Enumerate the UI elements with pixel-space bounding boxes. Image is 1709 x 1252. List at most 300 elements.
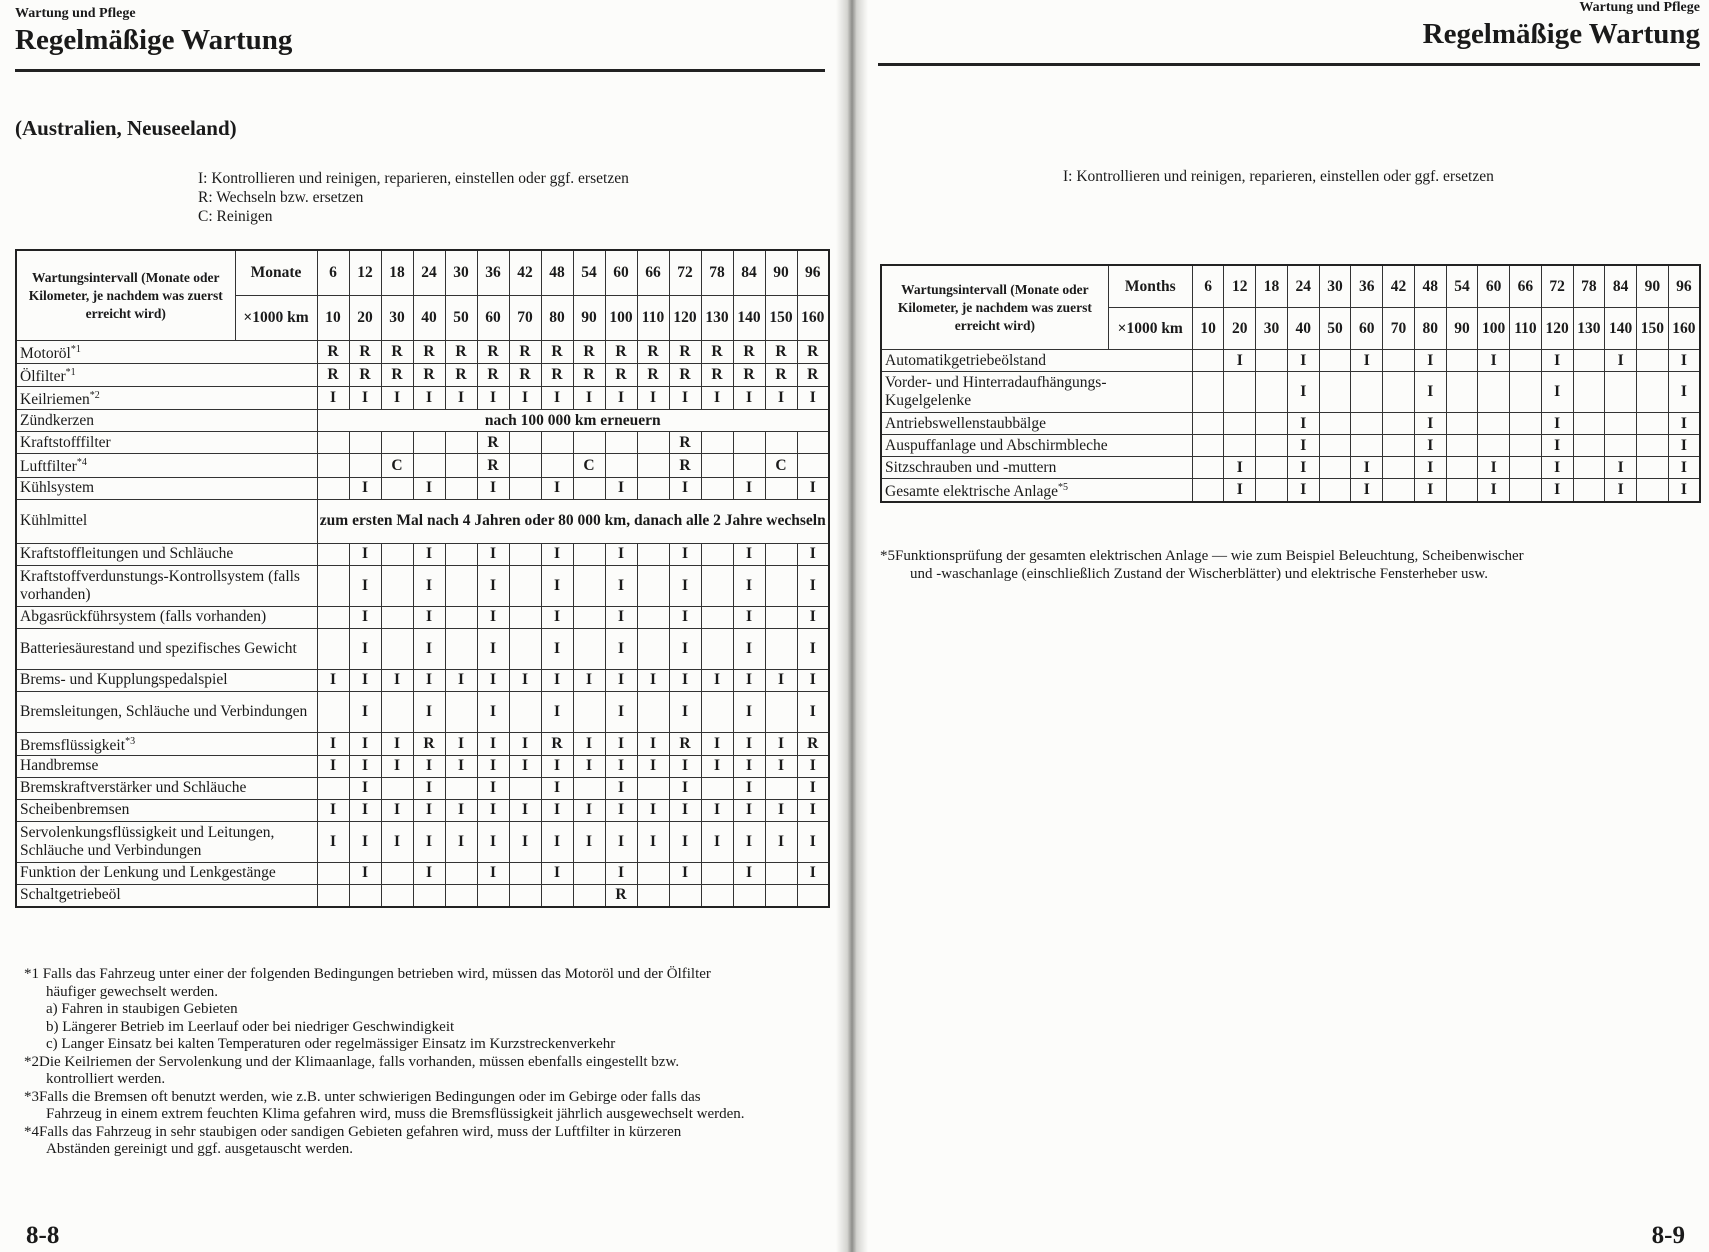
- interval-cell: [573, 691, 605, 732]
- row-label-text: Scheibenbremsen: [20, 801, 130, 819]
- month-header: 90: [765, 250, 797, 296]
- month-header: 72: [669, 250, 701, 296]
- interval-cell: [317, 884, 349, 907]
- interval-cell: R: [381, 364, 413, 387]
- legend-text: Kontrollieren und reinigen, reparieren, einstellen oder ggf. ersetzen: [1076, 168, 1494, 185]
- interval-cell: I: [1541, 372, 1573, 413]
- interval-cell: R: [797, 732, 829, 755]
- row-label: [16, 777, 317, 799]
- interval-cell: [1510, 457, 1542, 479]
- interval-cell: I: [605, 606, 637, 628]
- table-row: [16, 777, 829, 799]
- row-label: [16, 669, 317, 691]
- month-header: 78: [701, 250, 733, 296]
- interval-cell: I: [1287, 350, 1319, 372]
- row-label: [16, 732, 317, 755]
- interval-cell: I: [541, 565, 573, 606]
- km-header: 10: [317, 296, 349, 341]
- row-label: [16, 410, 317, 432]
- interval-cell: [1636, 413, 1668, 435]
- legend-key: R: [198, 189, 209, 206]
- row-label: [881, 350, 1192, 372]
- interval-cell: [381, 432, 413, 454]
- interval-cell: I: [797, 565, 829, 606]
- km-header: 90: [1446, 308, 1478, 350]
- interval-cell: I: [349, 691, 381, 732]
- interval-cell: I: [413, 628, 445, 669]
- table-row: [16, 410, 829, 432]
- row-label-text: Batteriesäurestand und spezifisches Gewicht: [20, 639, 297, 657]
- interval-cell: I: [797, 543, 829, 565]
- interval-cell: [1605, 413, 1637, 435]
- interval-cell: [381, 606, 413, 628]
- interval-cell: [1446, 350, 1478, 372]
- km-header: 110: [637, 296, 669, 341]
- interval-cell: [573, 862, 605, 884]
- interval-cell: [573, 884, 605, 907]
- interval-cell: I: [1287, 435, 1319, 457]
- unit-months: Months: [1108, 265, 1192, 308]
- row-label: [16, 364, 317, 387]
- interval-cell: [1319, 479, 1351, 503]
- interval-cell: [765, 565, 797, 606]
- interval-cell: I: [605, 669, 637, 691]
- interval-cell: I: [541, 543, 573, 565]
- km-header: 150: [765, 296, 797, 341]
- interval-cell: I: [541, 799, 573, 821]
- interval-cell: R: [413, 341, 445, 364]
- interval-cell: I: [1541, 479, 1573, 503]
- km-header: 130: [1573, 308, 1605, 350]
- interval-cell: R: [733, 341, 765, 364]
- interval-cell: [701, 432, 733, 454]
- interval-cell: R: [317, 341, 349, 364]
- interval-cell: I: [413, 565, 445, 606]
- row-label: [16, 628, 317, 669]
- row-label-text: Servolenkungsflüssigkeit und Leitungen, Schläuche und Verbindungen: [20, 823, 275, 859]
- row-label: [881, 413, 1192, 435]
- interval-cell: [573, 628, 605, 669]
- row-label: [16, 691, 317, 732]
- footnote-ref: *4: [76, 457, 87, 469]
- interval-cell: [445, 477, 477, 499]
- interval-cell: R: [797, 341, 829, 364]
- title-rule: [878, 63, 1700, 66]
- interval-cell: [349, 454, 381, 477]
- interval-cell: C: [573, 454, 605, 477]
- interval-cell: I: [477, 669, 509, 691]
- interval-cell: [445, 432, 477, 454]
- interval-cell: R: [541, 732, 573, 755]
- row-label-text: Kraftstoffverdunstungs-Kontrollsystem (falls vorhanden): [20, 567, 300, 603]
- interval-cell: I: [733, 821, 765, 862]
- interval-cell: I: [733, 606, 765, 628]
- interval-cell: [1256, 435, 1288, 457]
- interval-cell: R: [605, 884, 637, 907]
- km-header: 20: [1224, 308, 1256, 350]
- interval-cell: [509, 477, 541, 499]
- footnote-line: kontrolliert werden.: [46, 1071, 166, 1087]
- section-label: Wartung und Pflege: [15, 6, 136, 21]
- interval-cell: I: [797, 606, 829, 628]
- interval-cell: [413, 884, 445, 907]
- interval-cell: I: [765, 755, 797, 777]
- km-header: 50: [1319, 308, 1351, 350]
- row-label: [16, 341, 317, 364]
- interval-cell: I: [797, 669, 829, 691]
- month-header: 90: [1636, 265, 1668, 308]
- interval-cell: [1256, 350, 1288, 372]
- interval-cell: R: [605, 364, 637, 387]
- interval-cell: [317, 454, 349, 477]
- table-row: [881, 457, 1700, 479]
- interval-cell: I: [413, 821, 445, 862]
- interval-cell: [765, 862, 797, 884]
- footnote-line: und -waschanlage (einschließlich Zustand der Wischerblätter) und elektrische Fensterheber usw.: [910, 565, 1488, 582]
- interval-cell: I: [445, 732, 477, 755]
- interval-cell: [1446, 479, 1478, 503]
- km-header: 140: [733, 296, 765, 341]
- interval-cell: I: [445, 755, 477, 777]
- interval-cell: [765, 432, 797, 454]
- interval-cell: [637, 477, 669, 499]
- interval-cell: [765, 477, 797, 499]
- interval-cell: [1478, 435, 1510, 457]
- interval-cell: [1192, 350, 1224, 372]
- interval-cell: I: [477, 755, 509, 777]
- footnote-line: *1 Falls das Fahrzeug unter einer der folgenden Bedingungen betrieben wird, müssen das Motoröl und der Ölfilter: [24, 966, 711, 982]
- interval-cell: R: [445, 341, 477, 364]
- interval-cell: C: [765, 454, 797, 477]
- footnote-line: c) Langer Einsatz bei kalten Temperaturen oder regelmässiger Einsatz im Kurzstreckenverkehr: [46, 1036, 616, 1052]
- interval-cell: I: [669, 543, 701, 565]
- row-label: [16, 477, 317, 499]
- interval-cell: I: [381, 821, 413, 862]
- month-header: 54: [573, 250, 605, 296]
- month-header: 72: [1541, 265, 1573, 308]
- km-header: 40: [1287, 308, 1319, 350]
- interval-cell: [765, 628, 797, 669]
- row-label-text: Zündkerzen: [20, 411, 95, 429]
- interval-cell: [317, 628, 349, 669]
- row-label-text: Abgasrückführsystem (falls vorhanden): [20, 608, 267, 626]
- interval-cell: [317, 606, 349, 628]
- row-label: [881, 479, 1192, 503]
- interval-cell: I: [445, 821, 477, 862]
- footnote-ref: *1: [70, 344, 81, 355]
- interval-cell: I: [797, 821, 829, 862]
- interval-cell: [701, 691, 733, 732]
- row-label: [16, 387, 317, 410]
- interval-cell: I: [541, 862, 573, 884]
- interval-cell: I: [477, 777, 509, 799]
- interval-cell: [1319, 413, 1351, 435]
- interval-cell: I: [765, 387, 797, 410]
- section-label: Wartung und Pflege: [1579, 0, 1700, 15]
- interval-cell: I: [605, 477, 637, 499]
- interval-cell: [1636, 372, 1668, 413]
- interval-cell: I: [349, 732, 381, 755]
- month-header: 24: [413, 250, 445, 296]
- interval-cell: I: [541, 755, 573, 777]
- interval-cell: [1383, 350, 1415, 372]
- interval-cell: [317, 565, 349, 606]
- interval-cell: R: [669, 364, 701, 387]
- interval-cell: [381, 628, 413, 669]
- interval-cell: I: [509, 755, 541, 777]
- interval-cell: I: [381, 799, 413, 821]
- km-header: 140: [1605, 308, 1637, 350]
- row-label: [16, 565, 317, 606]
- legend-key: I: [1063, 168, 1069, 185]
- interval-cell: I: [1668, 479, 1700, 503]
- table-row: [16, 543, 829, 565]
- interval-cell: [637, 884, 669, 907]
- interval-cell: [1573, 350, 1605, 372]
- interval-cell: [1510, 350, 1542, 372]
- legend-row: [198, 207, 629, 226]
- footnote-line: *5Funktionsprüfung der gesamten elektrischen Anlage — wie zum Beispiel Beleuchtung, Scheibenwischer: [880, 548, 1524, 564]
- interval-cell: I: [797, 755, 829, 777]
- header-row-months: [16, 250, 829, 296]
- month-header: 12: [349, 250, 381, 296]
- interval-cell: I: [445, 799, 477, 821]
- row-label: [16, 755, 317, 777]
- month-header: 60: [1478, 265, 1510, 308]
- interval-cell: [637, 432, 669, 454]
- interval-cell: [1605, 372, 1637, 413]
- month-header: 30: [445, 250, 477, 296]
- interval-cell: I: [765, 821, 797, 862]
- row-label: [16, 499, 317, 543]
- interval-cell: I: [637, 799, 669, 821]
- interval-cell: I: [477, 862, 509, 884]
- interval-cell: I: [1478, 350, 1510, 372]
- interval-cell: I: [733, 777, 765, 799]
- interval-cell: [701, 606, 733, 628]
- table-row: [16, 341, 829, 364]
- interval-cell: [637, 543, 669, 565]
- km-header: 30: [1256, 308, 1288, 350]
- interval-cell: I: [701, 387, 733, 410]
- interval-cell: [445, 628, 477, 669]
- interval-cell: [445, 884, 477, 907]
- interval-cell: I: [701, 755, 733, 777]
- interval-cell: [573, 777, 605, 799]
- row-label: [881, 435, 1192, 457]
- interval-cell: [1192, 479, 1224, 503]
- row-label: [16, 862, 317, 884]
- interval-cell: I: [669, 565, 701, 606]
- interval-cell: I: [573, 755, 605, 777]
- interval-cell: I: [1224, 350, 1256, 372]
- footnotes: [880, 548, 1690, 583]
- row-label: [16, 821, 317, 862]
- km-header: 80: [541, 296, 573, 341]
- row-label: [16, 799, 317, 821]
- legend: [1063, 167, 1494, 186]
- table-row: [16, 628, 829, 669]
- interval-cell: I: [669, 755, 701, 777]
- unit-km: ×1000 km: [1108, 308, 1192, 350]
- row-label-text: Gesamte elektrische Anlage: [885, 483, 1059, 501]
- interval-cell: I: [445, 387, 477, 410]
- interval-cell: [381, 477, 413, 499]
- interval-cell: [381, 884, 413, 907]
- interval-cell: [509, 606, 541, 628]
- interval-cell: R: [317, 364, 349, 387]
- interval-cell: R: [477, 364, 509, 387]
- interval-cell: R: [701, 364, 733, 387]
- interval-cell: [701, 628, 733, 669]
- interval-cell: [765, 691, 797, 732]
- interval-cell: [1573, 457, 1605, 479]
- row-label-text: Sitzschrauben und -muttern: [885, 458, 1057, 476]
- interval-cell: [317, 691, 349, 732]
- interval-cell: I: [765, 669, 797, 691]
- km-header: 60: [477, 296, 509, 341]
- interval-cell: I: [349, 777, 381, 799]
- interval-cell: [797, 454, 829, 477]
- interval-cell: I: [1414, 372, 1446, 413]
- interval-cell: I: [605, 628, 637, 669]
- interval-cell: [1510, 413, 1542, 435]
- table-row: [16, 499, 829, 543]
- interval-cell: [1446, 413, 1478, 435]
- interval-header: Wartungsintervall (Monate oder Kilometer, je nachdem was zuerst erreicht wird): [16, 250, 235, 341]
- page-number: 8-8: [26, 1222, 60, 1249]
- interval-cell: I: [637, 755, 669, 777]
- interval-cell: I: [669, 477, 701, 499]
- interval-cell: [797, 884, 829, 907]
- km-header: 30: [381, 296, 413, 341]
- legend: [198, 169, 629, 226]
- interval-cell: I: [733, 669, 765, 691]
- interval-cell: I: [605, 543, 637, 565]
- interval-cell: I: [509, 669, 541, 691]
- interval-cell: I: [1351, 479, 1383, 503]
- interval-cell: [413, 454, 445, 477]
- interval-cell: [797, 432, 829, 454]
- km-header: 100: [1478, 308, 1510, 350]
- row-label-text: Bremskraftverstärker und Schläuche: [20, 779, 247, 797]
- interval-cell: [701, 884, 733, 907]
- interval-cell: I: [637, 732, 669, 755]
- interval-cell: I: [1605, 350, 1637, 372]
- interval-cell: I: [349, 669, 381, 691]
- interval-cell: R: [477, 454, 509, 477]
- interval-cell: [541, 454, 573, 477]
- km-header: 100: [605, 296, 637, 341]
- interval-cell: I: [1414, 435, 1446, 457]
- legend-text: Wechseln bzw. ersetzen: [216, 189, 364, 206]
- km-header: 160: [797, 296, 829, 341]
- month-header: 18: [381, 250, 413, 296]
- interval-cell: I: [669, 628, 701, 669]
- maintenance-table: [15, 249, 830, 908]
- month-header: 24: [1287, 265, 1319, 308]
- interval-cell: I: [541, 606, 573, 628]
- interval-cell: R: [669, 341, 701, 364]
- interval-cell: [349, 432, 381, 454]
- interval-cell: I: [1668, 457, 1700, 479]
- row-label-text: Automatikgetriebeölstand: [885, 351, 1046, 369]
- interval-cell: I: [541, 669, 573, 691]
- km-header: 80: [1414, 308, 1446, 350]
- interval-cell: I: [477, 732, 509, 755]
- page-number: 8-9: [1651, 1222, 1685, 1249]
- month-header: 96: [1668, 265, 1700, 308]
- footnote-ref: *2: [89, 390, 100, 402]
- row-label-text: Funktion der Lenkung und Lenkgestänge: [20, 864, 276, 882]
- legend-text: Reinigen: [216, 208, 273, 225]
- row-label-text: Kühlmittel: [20, 512, 88, 530]
- row-label-text: Bremsflüssigkeit: [20, 736, 126, 754]
- interval-cell: I: [381, 732, 413, 755]
- interval-cell: [1573, 435, 1605, 457]
- row-note: nach 100 000 km erneuern: [317, 410, 829, 432]
- interval-cell: I: [477, 799, 509, 821]
- interval-cell: I: [733, 862, 765, 884]
- interval-cell: [1224, 372, 1256, 413]
- interval-header: Wartungsintervall (Monate oder Kilometer, je nachdem was zuerst erreicht wird): [881, 265, 1108, 350]
- interval-cell: I: [797, 628, 829, 669]
- interval-cell: R: [413, 732, 445, 755]
- interval-cell: [1319, 457, 1351, 479]
- footnote-line: a) Fahren in staubigen Gebieten: [46, 1001, 238, 1017]
- table-row: [16, 565, 829, 606]
- legend-sep: :: [203, 170, 208, 187]
- interval-cell: [701, 477, 733, 499]
- month-header: 96: [797, 250, 829, 296]
- km-header: 10: [1192, 308, 1224, 350]
- row-label-text: Ölfilter: [20, 368, 66, 386]
- interval-cell: [1192, 457, 1224, 479]
- month-header: 6: [1192, 265, 1224, 308]
- interval-cell: I: [797, 862, 829, 884]
- interval-cell: I: [413, 799, 445, 821]
- interval-cell: I: [701, 669, 733, 691]
- table-row: [16, 821, 829, 862]
- interval-cell: I: [413, 669, 445, 691]
- interval-cell: [317, 432, 349, 454]
- table-row: [881, 479, 1700, 503]
- row-label-text: Brems- und Kupplungspedalspiel: [20, 671, 228, 689]
- legend-row: [198, 188, 629, 207]
- legend-key: I: [198, 170, 204, 187]
- region-heading: (Australien, Neuseeland): [15, 116, 237, 140]
- interval-cell: I: [669, 799, 701, 821]
- row-label-text: Antriebswellenstaubbälge: [885, 414, 1046, 432]
- interval-cell: R: [765, 341, 797, 364]
- interval-cell: R: [381, 341, 413, 364]
- interval-cell: R: [765, 364, 797, 387]
- interval-cell: [701, 565, 733, 606]
- row-note: zum ersten Mal nach 4 Jahren oder 80 000 km, danach alle 2 Jahre wechseln: [317, 499, 829, 543]
- interval-cell: [1256, 372, 1288, 413]
- footnote-ref: *3: [125, 735, 136, 747]
- month-header: 66: [1510, 265, 1542, 308]
- interval-cell: I: [1414, 457, 1446, 479]
- interval-cell: I: [1287, 372, 1319, 413]
- interval-cell: I: [349, 755, 381, 777]
- interval-cell: [445, 543, 477, 565]
- interval-cell: I: [1287, 479, 1319, 503]
- interval-cell: I: [1541, 435, 1573, 457]
- interval-cell: I: [797, 387, 829, 410]
- page-right: [856, 0, 1709, 1252]
- legend-text: Kontrollieren und reinigen, reparieren, einstellen oder ggf. ersetzen: [211, 170, 629, 187]
